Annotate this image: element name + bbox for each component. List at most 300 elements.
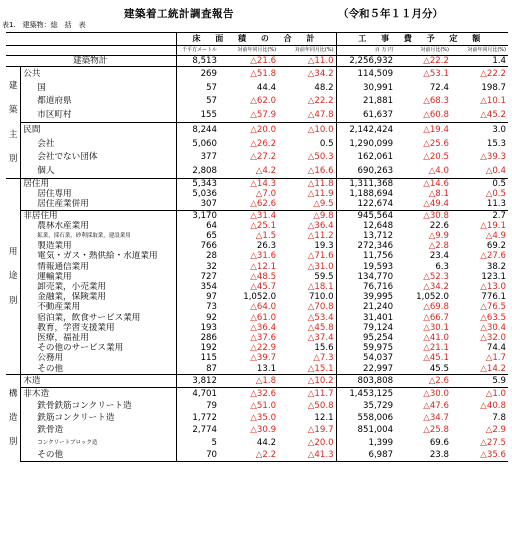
table-row: [6, 231, 508, 241]
floor-area-value: 4,701: [177, 388, 219, 401]
floor-yoy-value: △50.3: [307, 152, 334, 163]
table-row: [6, 199, 508, 210]
row-label: 会社: [37, 138, 55, 149]
table-row: [6, 210, 508, 221]
floor-area-value: 286: [177, 333, 219, 343]
cost-value: 35,729: [336, 400, 395, 412]
floor-yoy-value: △15.1: [307, 363, 334, 374]
table-row: [6, 437, 508, 449]
floor-mom-value: △48.5: [250, 271, 277, 282]
cost-header: 工 事 費 予 定 額: [336, 33, 508, 46]
floor-mom-value: 26.3: [256, 241, 277, 252]
table-caption: 表1. 建築物：総 括 表: [2, 21, 86, 29]
cost-mom-value: △4.0: [428, 165, 449, 176]
floor-area-value: 354: [177, 282, 219, 292]
cost-mom-value: △49.4: [423, 199, 449, 210]
cost-value: 95,254: [336, 333, 395, 343]
floor-area-value: 70: [177, 449, 219, 462]
cost-value: 11,756: [336, 251, 395, 261]
cost-col-mom: 対前月比(%): [395, 46, 451, 56]
cost-value: 13,712: [336, 231, 395, 241]
row-label: 市区町村: [37, 110, 72, 121]
cost-yoy-value: △35.6: [451, 449, 508, 462]
floor-yoy-value: △10.2: [278, 374, 336, 387]
floor-yoy-value: △71.6: [307, 251, 334, 262]
floor-area-value: 79: [177, 400, 219, 412]
floor-area-value: 192: [177, 343, 219, 353]
cost-value: 12,648: [336, 221, 395, 231]
floor-area-value: 193: [177, 323, 219, 333]
floor-area-value: 28: [177, 251, 219, 261]
cost-mom-value: 23.4: [429, 251, 449, 262]
cost-yoy-value: 5.9: [451, 374, 508, 387]
floor-mom-value: △37.6: [250, 333, 277, 344]
row-label: 卸売業，小売業用: [37, 282, 107, 293]
row-label: 木造: [21, 374, 177, 387]
floor-mom-value: △62.6: [250, 199, 277, 210]
table-row: [6, 374, 508, 387]
row-label: その他: [21, 449, 177, 462]
cost-mom-value: △52.3: [423, 271, 449, 282]
cost-value: 79,124: [336, 323, 395, 333]
cost-yoy-value: 38.2: [486, 261, 506, 272]
table-row: [6, 67, 508, 81]
cost-yoy-value: 3.0: [451, 123, 508, 137]
table-row: [6, 151, 508, 165]
floor-area-value: 2,774: [177, 425, 219, 437]
table-row: [6, 333, 508, 343]
floor-area-value: 5,060: [177, 137, 219, 151]
floor-area-value: 377: [177, 151, 219, 165]
cost-value: 54,037: [336, 353, 395, 363]
row-label: 公務用: [37, 353, 64, 364]
subheader-blank: [6, 46, 177, 56]
table-row: [6, 241, 508, 251]
floor-area-value: 73: [177, 302, 219, 312]
cost-yoy-value: 198.7: [481, 82, 506, 93]
cost-mom-value: 23.8: [395, 449, 451, 462]
row-label: 民間: [21, 123, 177, 137]
floor-mom-value: △51.8: [219, 67, 278, 81]
cost-value: 21,881: [336, 95, 395, 109]
row-label: 鉄筋コンクリート造: [37, 413, 115, 424]
table-row: [6, 313, 508, 323]
cost-mom-value: △30.8: [395, 210, 451, 221]
cost-value: 558,006: [336, 412, 395, 424]
header-blank: [6, 33, 177, 46]
cost-value: 1,311,368: [336, 179, 395, 190]
table-row: [6, 364, 508, 375]
row-label: コンクリートブロック造: [37, 439, 98, 446]
floor-yoy-value: △53.4: [307, 312, 334, 323]
row-label: 居住用: [21, 179, 177, 190]
floor-area-value: 766: [177, 241, 219, 251]
table-row: [6, 353, 508, 363]
floor-yoy-value: △31.0: [307, 261, 334, 272]
row-label: 金融業，保険業用: [37, 292, 107, 303]
cost-mom-value: 1,052.0: [416, 292, 449, 303]
cost-value: 19,593: [336, 262, 395, 272]
cost-yoy-value: △1.0: [451, 388, 508, 401]
cost-yoy-value: △4.9: [485, 231, 506, 242]
table-row: [6, 262, 508, 272]
row-label: 教育，学習支援業用: [37, 322, 115, 333]
cost-value: 851,004: [336, 425, 395, 437]
floor-mom-value: △61.0: [250, 312, 277, 323]
cost-value: 31,401: [336, 313, 395, 323]
cost-yoy-value: △30.4: [480, 322, 506, 333]
floor-area-value: 307: [177, 199, 219, 210]
table-row: [6, 123, 508, 137]
floor-area-value: 2,808: [177, 164, 219, 178]
cost-yoy-value: △27.6: [480, 251, 506, 262]
table-row: [6, 56, 508, 67]
cost-yoy-value: 15.3: [486, 138, 506, 149]
floor-mom-value: 1,052.0: [243, 292, 277, 303]
floor-area-value: 65: [177, 231, 219, 241]
cost-mom-value: △53.1: [395, 67, 451, 81]
floor-area-value: 155: [177, 108, 219, 122]
cost-value: 122,674: [336, 199, 395, 210]
row-label: 非居住用: [21, 210, 177, 221]
cost-mom-value: △9.9: [428, 231, 449, 242]
row-label: 鉱業，採石業，砂利採取業，建設業用: [37, 233, 131, 240]
table-body: [6, 56, 508, 462]
row-label: 情報通信業用: [37, 261, 89, 272]
floor-area-value: 8,244: [177, 123, 219, 137]
floor-area-value: 57: [177, 95, 219, 109]
side-category-label: [6, 374, 21, 461]
cost-value: 690,263: [336, 164, 395, 178]
floor-yoy-value: △34.2: [278, 67, 336, 81]
floor-mom-value: △45.7: [250, 282, 277, 293]
floor-area-value: 269: [177, 67, 219, 81]
cost-col-unit: 百 万 円: [336, 46, 395, 56]
floor-yoy-value: △10.0: [278, 123, 336, 137]
side-char: 建: [8, 81, 18, 92]
row-label: 鉄骨造: [37, 425, 64, 436]
cost-value: 945,564: [336, 210, 395, 221]
cost-mom-value: △20.5: [423, 152, 449, 163]
cost-mom-value: △25.6: [423, 138, 449, 149]
floor-yoy-value: △11.9: [307, 189, 334, 200]
floor-yoy-value: △47.8: [307, 110, 334, 121]
cost-yoy-value: 2.7: [451, 210, 508, 221]
cost-mom-value: △45.1: [423, 353, 449, 364]
table-row: [6, 302, 508, 312]
row-label: 国: [37, 82, 46, 93]
floor-mom-value: △14.3: [219, 179, 278, 190]
floor-area-value: 57: [177, 81, 219, 95]
floor-yoy-value: △9.8: [278, 210, 336, 221]
table-row: [6, 108, 508, 122]
row-label: 個人: [37, 165, 55, 176]
table-row: [6, 137, 508, 151]
cost-mom-value: 72.4: [429, 82, 449, 93]
cost-mom-value: △34.7: [423, 413, 449, 424]
floor-mom-value: △57.9: [250, 110, 277, 121]
floor-mom-value: 44.4: [256, 82, 277, 93]
cost-yoy-value: 776.1: [481, 292, 506, 303]
cost-yoy-value: △0.4: [485, 165, 506, 176]
cost-value: 6,987: [336, 449, 395, 462]
cost-value: 1,399: [336, 437, 395, 449]
cost-yoy-value: △0.5: [485, 189, 506, 200]
floor-area-value: 727: [177, 272, 219, 282]
row-label: 運輸業用: [37, 271, 72, 282]
cost-mom-value: △34.2: [423, 282, 449, 293]
cost-mom-value: △66.7: [423, 312, 449, 323]
floor-yoy-value: △7.3: [313, 353, 334, 364]
table-row: [6, 400, 508, 412]
cost-mom-value: 22.6: [429, 220, 449, 231]
cost-yoy-value: 74.4: [486, 343, 506, 354]
floor-area-value: 3,170: [177, 210, 219, 221]
row-label: 鉄骨鉄筋コンクリート造: [37, 401, 132, 412]
table-row: [6, 95, 508, 109]
floor-mom-value: △51.0: [250, 401, 277, 412]
cost-value: 162,061: [336, 151, 395, 165]
floor-yoy-value: 48.2: [314, 82, 334, 93]
table-row: [6, 221, 508, 231]
cost-value: 272,346: [336, 241, 395, 251]
row-label: 電気・ガス・熱供給・水道業用: [37, 251, 158, 262]
row-label: 居住専用: [37, 189, 72, 200]
cost-mom-value: △25.8: [423, 425, 449, 436]
table-row: [6, 323, 508, 333]
floor-area-value: 64: [177, 221, 219, 231]
cost-mom-value: △22.2: [395, 56, 451, 67]
floor-area-value: 87: [177, 364, 219, 375]
cost-mom-value: △68.3: [423, 96, 449, 107]
cost-value: 1,188,694: [336, 189, 395, 199]
floor-area-value: 32: [177, 262, 219, 272]
cost-value: 114,509: [336, 67, 395, 81]
cost-mom-value: △2.6: [395, 374, 451, 387]
cost-mom-value: △30.0: [395, 388, 451, 401]
cost-yoy-value: △2.9: [485, 425, 506, 436]
floor-mom-value: △1.8: [219, 374, 278, 387]
floor-mom-value: △27.2: [250, 152, 277, 163]
floor-mom-value: △35.0: [250, 413, 277, 424]
floor-mom-value: △2.2: [219, 449, 278, 462]
cost-mom-value: △69.8: [423, 302, 449, 313]
side-char: 用: [8, 247, 18, 258]
floor-mom-value: △39.7: [250, 353, 277, 364]
row-label: 居住産業併用: [37, 199, 89, 210]
floor-mom-value: △25.1: [250, 220, 277, 231]
floor-yoy-value: △41.3: [278, 449, 336, 462]
side-category-label: [6, 179, 21, 375]
floor-mom-value: △36.4: [250, 322, 277, 333]
table-row: [6, 388, 508, 401]
cost-yoy-value: △76.5: [480, 302, 506, 313]
row-label: 会社でない団体: [37, 152, 98, 163]
cost-yoy-value: △1.7: [485, 353, 506, 364]
floor-yoy-value: 0.5: [319, 138, 334, 149]
floor-yoy-value: △11.8: [278, 179, 336, 190]
cost-mom-value: △2.8: [428, 241, 449, 252]
floor-mom-value: △32.6: [219, 388, 278, 401]
floor-area-header: 床 面 積 の 合 計: [177, 33, 336, 46]
cost-yoy-value: △14.2: [480, 363, 506, 374]
cost-value: 1,290,099: [336, 137, 395, 151]
side-char: 途: [8, 271, 18, 282]
report-title: 建築着工統計調査報告: [124, 8, 234, 20]
floor-yoy-value: △50.8: [307, 401, 334, 412]
floor-mom-value: △4.2: [255, 165, 277, 176]
cost-mom-value: △14.6: [395, 179, 451, 190]
floor-mom-value: △30.9: [250, 425, 277, 436]
floor-yoy-value: △18.1: [307, 282, 334, 293]
cost-value: 22,997: [336, 364, 395, 375]
floor-mom-value: △26.2: [250, 138, 277, 149]
cost-yoy-value: △10.1: [480, 96, 506, 107]
cost-value: 803,808: [336, 374, 395, 387]
table-row: [6, 251, 508, 261]
floor-yoy-value: △37.4: [307, 333, 334, 344]
cost-mom-value: △19.4: [395, 123, 451, 137]
cost-mom-value: △47.6: [423, 401, 449, 412]
cost-value: 30,991: [336, 81, 395, 95]
row-label: 都道府県: [37, 96, 72, 107]
floor-area-value: 97: [177, 292, 219, 302]
floor-area-value: 3,812: [177, 374, 219, 387]
table-row: [6, 412, 508, 424]
cost-mom-value: 6.3: [435, 261, 449, 272]
side-char: 構: [8, 388, 18, 399]
row-label: 宿泊業，飲食サービス業用: [37, 312, 141, 323]
cost-yoy-value: 123.1: [481, 271, 506, 282]
cost-value: 1,453,125: [336, 388, 395, 401]
cost-yoy-value: 1.4: [451, 56, 508, 67]
floor-mom-value: 13.1: [256, 363, 277, 374]
floor-mom-value: △62.0: [250, 96, 277, 107]
floor-col-mom: 対前年同月比(%): [219, 46, 278, 56]
floor-yoy-value: △11.2: [307, 231, 334, 242]
cost-value: 21,240: [336, 302, 395, 312]
floor-yoy-value: 59.5: [314, 271, 334, 282]
side-category-label: [6, 67, 21, 179]
floor-mom-value: △22.9: [250, 343, 277, 354]
cost-mom-value: △8.1: [428, 189, 449, 200]
floor-area-value: 115: [177, 353, 219, 363]
cost-yoy-value: △32.0: [480, 333, 506, 344]
floor-yoy-value: △19.7: [307, 425, 334, 436]
side-char: 築: [8, 105, 18, 116]
side-char: 別: [8, 437, 18, 448]
table-row: [6, 343, 508, 353]
side-char: 造: [8, 413, 18, 424]
floor-area-value: 5,343: [177, 179, 219, 190]
summary-table: [6, 32, 508, 462]
floor-yoy-value: △45.8: [307, 322, 334, 333]
floor-mom-value: △20.0: [219, 123, 278, 137]
cost-yoy-value: △13.0: [480, 282, 506, 293]
table-row: [6, 449, 508, 462]
row-label: 製造業用: [37, 241, 72, 252]
floor-mom-value: △1.5: [255, 231, 277, 242]
cost-mom-value: 69.6: [429, 437, 449, 448]
row-label: 建築物計: [6, 56, 177, 67]
cost-value: 59,975: [336, 343, 395, 353]
floor-area-value: 92: [177, 313, 219, 323]
floor-yoy-value: △36.4: [307, 220, 334, 231]
floor-mom-value: △7.0: [255, 189, 277, 200]
floor-mom-value: △31.4: [219, 210, 278, 221]
table-row: [6, 272, 508, 282]
floor-yoy-value: △20.0: [307, 437, 334, 448]
floor-area-value: 1,772: [177, 412, 219, 424]
floor-yoy-value: 12.1: [314, 413, 334, 424]
table-row: [6, 282, 508, 292]
floor-area-value: 8,513: [177, 56, 219, 67]
cost-yoy-value: △40.8: [480, 401, 506, 412]
side-char: 主: [8, 129, 18, 140]
cost-value: 2,142,424: [336, 123, 395, 137]
floor-mom-value: 44.2: [256, 437, 277, 448]
floor-mom-value: △31.6: [250, 251, 277, 262]
row-label: 非木造: [21, 388, 177, 401]
floor-area-value: 5: [177, 437, 219, 449]
cost-value: 2,256,932: [336, 56, 395, 67]
row-label: その他: [37, 363, 64, 374]
table-row: [6, 81, 508, 95]
cost-yoy-value: △39.3: [480, 152, 506, 163]
floor-mom-value: △64.0: [250, 302, 277, 313]
floor-yoy-value: △70.8: [307, 302, 334, 313]
floor-area-value: 5,036: [177, 189, 219, 199]
floor-yoy-value: △11.7: [278, 388, 336, 401]
floor-yoy-value: △16.6: [307, 165, 334, 176]
cost-col-yoy: 対前年同月比(%): [451, 46, 508, 56]
floor-col-unit: 千平方メートル: [177, 46, 219, 56]
cost-yoy-value: △19.1: [480, 220, 506, 231]
floor-yoy-value: △22.2: [307, 96, 334, 107]
cost-yoy-value: 69.2: [486, 241, 506, 252]
floor-mom-value: △21.6: [219, 56, 278, 67]
floor-yoy-value: 19.3: [314, 241, 334, 252]
row-label: 農林水産業用: [37, 220, 89, 231]
cost-yoy-value: △63.5: [480, 312, 506, 323]
cost-value: 61,637: [336, 108, 395, 122]
cost-mom-value: △30.1: [423, 322, 449, 333]
cost-yoy-value: 7.8: [492, 413, 506, 424]
floor-yoy-value: 710.0: [308, 292, 334, 303]
cost-yoy-value: 0.5: [451, 179, 508, 190]
floor-yoy-value: △9.5: [313, 199, 334, 210]
floor-col-yoy: 対前年同月比(%): [278, 46, 336, 56]
row-label: その他のサービス業用: [37, 343, 124, 354]
cost-mom-value: △60.8: [423, 110, 449, 121]
floor-yoy-value: △11.0: [278, 56, 336, 67]
cost-yoy-value: 11.3: [486, 199, 506, 210]
cost-yoy-value: △27.5: [480, 437, 506, 448]
floor-mom-value: △12.1: [250, 261, 277, 272]
floor-yoy-value: 15.6: [314, 343, 334, 354]
row-label: 公共: [21, 67, 177, 81]
cost-yoy-value: △22.2: [451, 67, 508, 81]
table-row: [6, 164, 508, 178]
cost-mom-value: △41.0: [423, 333, 449, 344]
table-row: [6, 292, 508, 302]
cost-value: 76,716: [336, 282, 395, 292]
table-row: [6, 189, 508, 199]
table-row: [6, 179, 508, 190]
report-period: （令和５年１１月分）: [338, 8, 443, 20]
side-char: 別: [8, 295, 18, 306]
cost-yoy-value: △45.2: [480, 110, 506, 121]
